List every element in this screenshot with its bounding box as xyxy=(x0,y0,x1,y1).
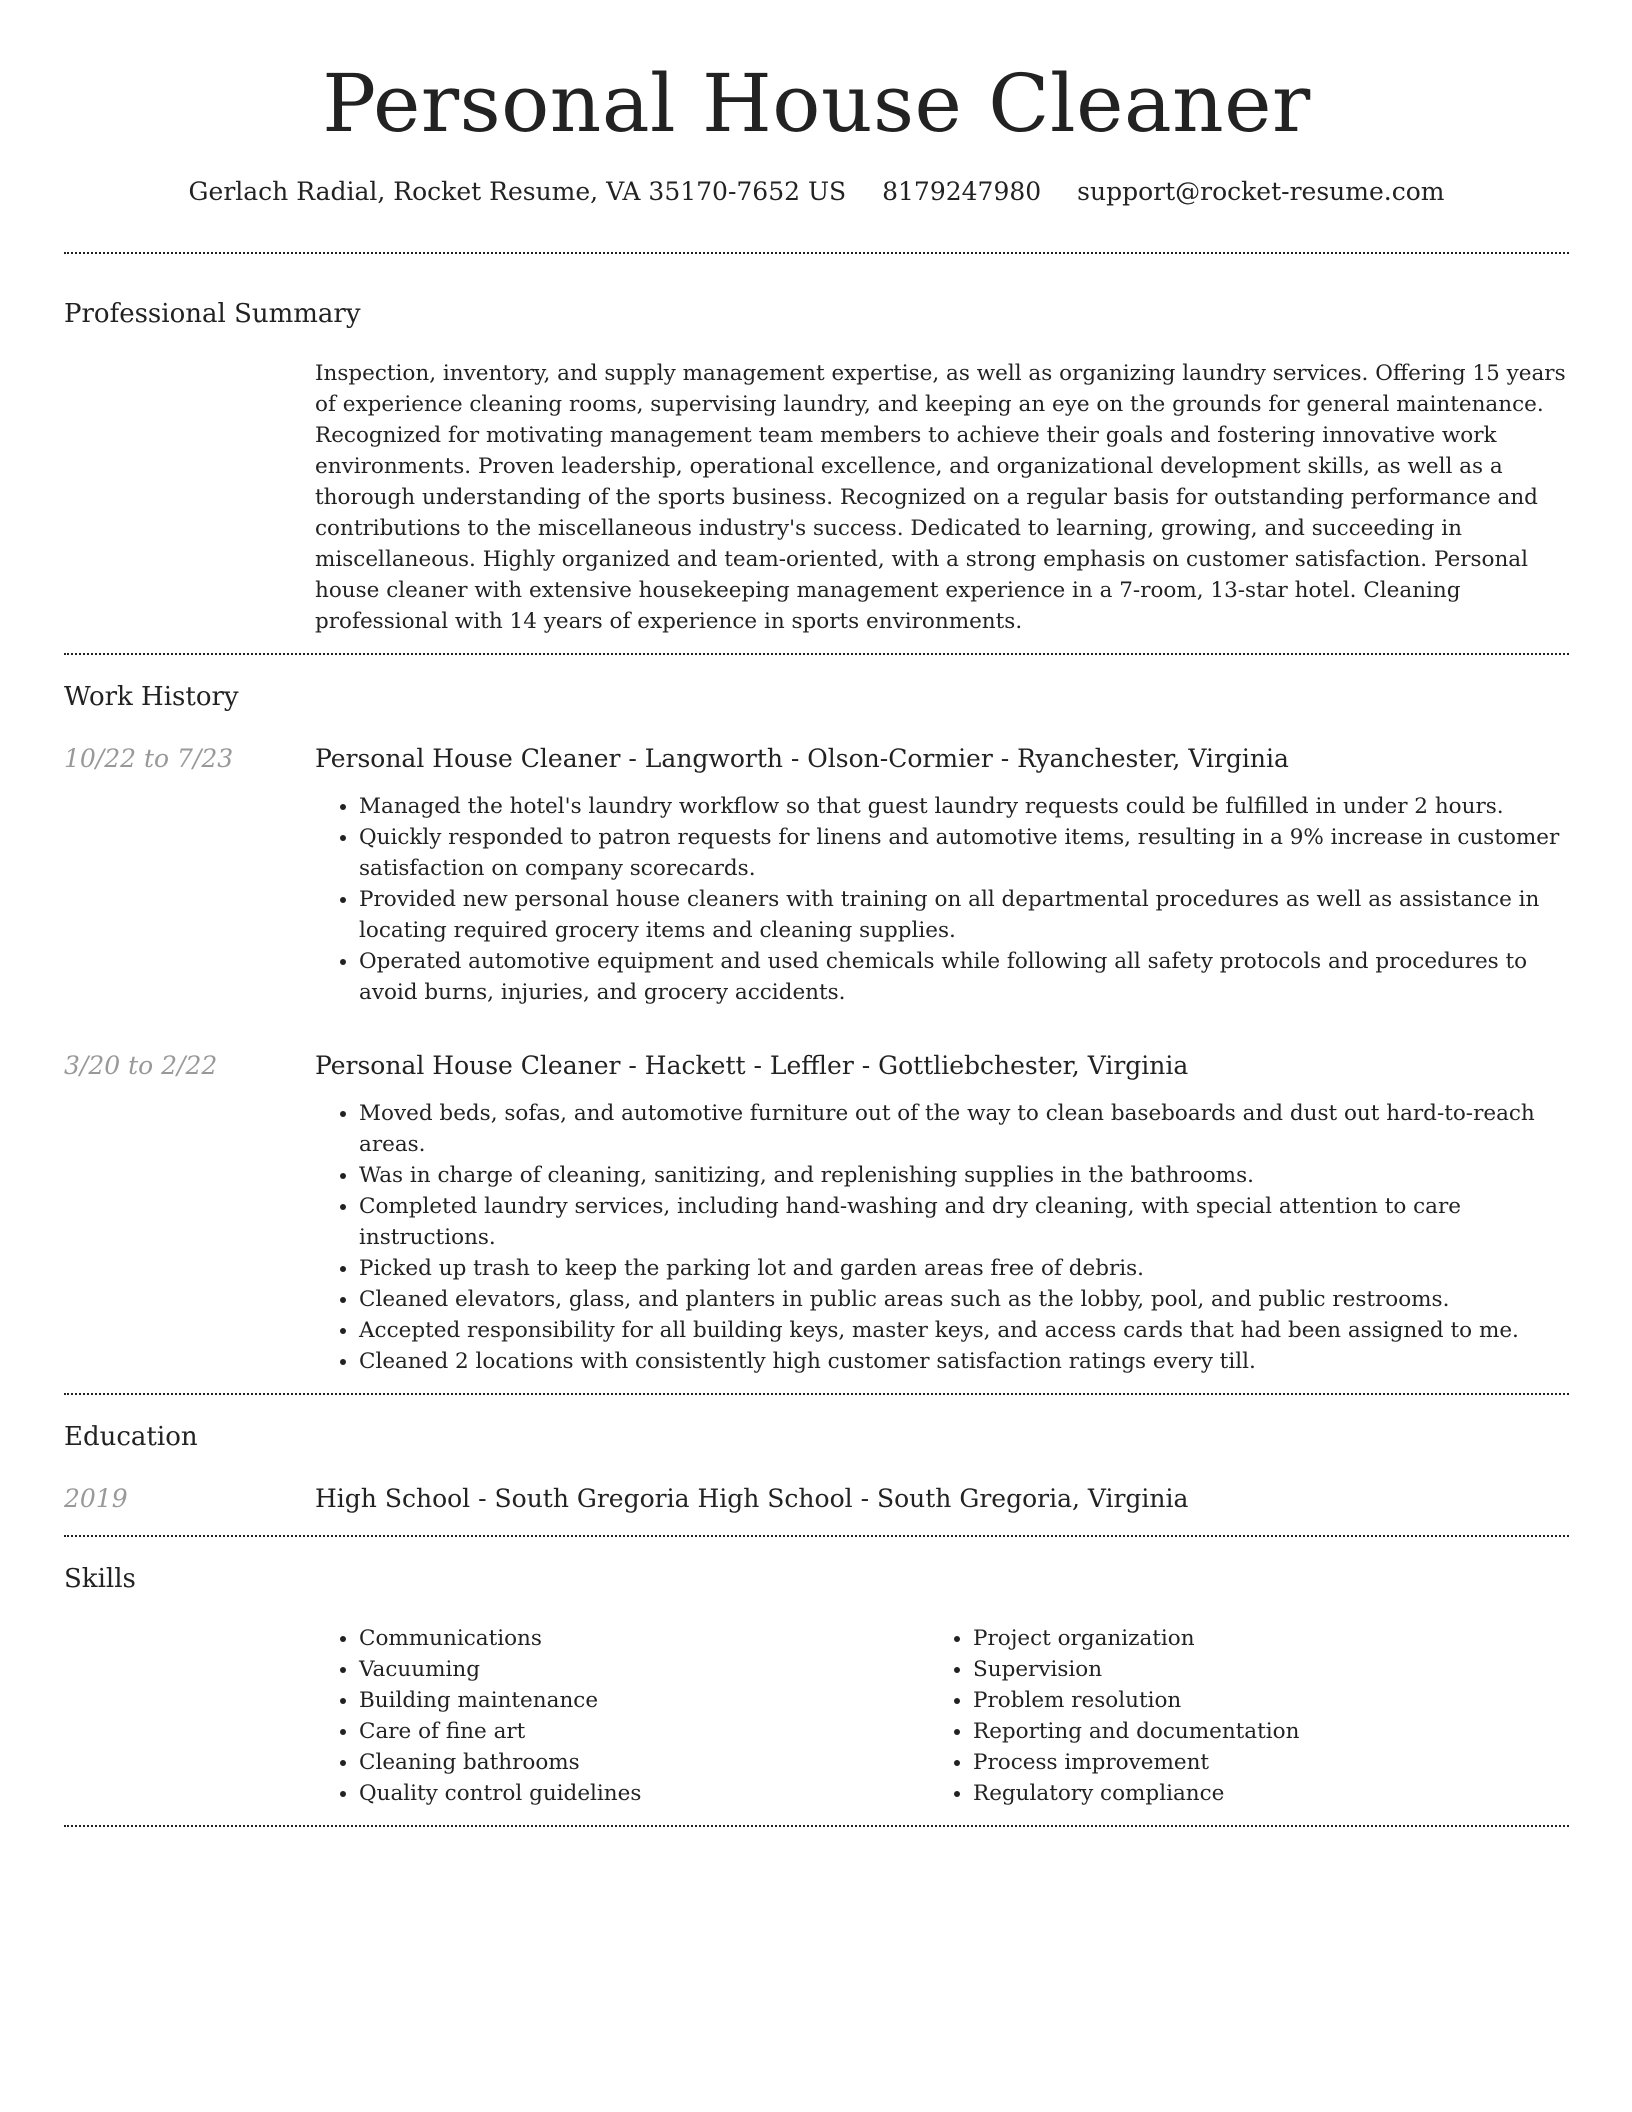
job-bullet: • Completed laundry services, including hand-washing and dry cleaning, with special attention to care instructions. xyxy=(359,1191,1569,1253)
skill-item: • Vacuuming xyxy=(359,1654,929,1685)
job-bullets xyxy=(315,1098,1569,1377)
job-bullet: • Moved beds, sofas, and automotive furniture out of the way to clean baseboards and dust out hard-to-reach areas. xyxy=(359,1098,1569,1160)
education-entry xyxy=(64,1481,1569,1517)
skill-item: • Quality control guidelines xyxy=(359,1778,929,1809)
skill-item: • Regulatory compliance xyxy=(973,1778,1299,1809)
job-entry xyxy=(64,741,1569,1008)
divider xyxy=(64,1393,1569,1395)
job-bullets xyxy=(315,791,1569,1008)
skill-item: • Supervision xyxy=(973,1654,1299,1685)
contact-address: Gerlach Radial, Rocket Resume, VA 35170-7652 US xyxy=(188,177,847,206)
job-bullet: • Accepted responsibility for all building keys, master keys, and access cards that had been assigned to me. xyxy=(359,1315,1569,1346)
job-bullet: • Cleaned elevators, glass, and planters in public areas such as the lobby, pool, and public restrooms. xyxy=(359,1284,1569,1315)
job-bullet: • Was in charge of cleaning, sanitizing, and replenishing supplies in the bathrooms. xyxy=(359,1160,1569,1191)
job-bullet: • Provided new personal house cleaners with training on all departmental procedures as well as assistance in locating required grocery items and cleaning supplies. xyxy=(359,884,1569,946)
skill-item: • Building maintenance xyxy=(359,1685,929,1716)
job-date: 10/22 to 7/23 xyxy=(64,744,234,773)
education-title: Education xyxy=(64,1422,198,1452)
job-heading: Personal House Cleaner - Hackett - Leffler - Gottliebchester, Virginia xyxy=(315,1051,1189,1080)
job-bullet: • Picked up trash to keep the parking lot and garden areas free of debris. xyxy=(359,1253,1569,1284)
education-date: 2019 xyxy=(64,1484,128,1513)
skills-list xyxy=(315,1623,1569,1809)
skill-item: • Cleaning bathrooms xyxy=(359,1747,929,1778)
resume-name: Personal House Cleaner xyxy=(322,57,1311,150)
skill-item: • Reporting and documentation xyxy=(973,1716,1299,1747)
divider xyxy=(64,1535,1569,1537)
divider xyxy=(64,1825,1569,1827)
skills-column-right xyxy=(929,1623,1299,1809)
job-date: 3/20 to 2/22 xyxy=(64,1051,218,1080)
job-entry xyxy=(64,1048,1569,1377)
divider xyxy=(64,252,1569,254)
education-heading: High School - South Gregoria High School - South Gregoria, Virginia xyxy=(315,1484,1189,1513)
job-bullet: • Cleaned 2 locations with consistently high customer satisfaction ratings every till. xyxy=(359,1346,1569,1377)
job-heading: Personal House Cleaner - Langworth - Olson-Cormier - Ryanchester, Virginia xyxy=(315,744,1289,773)
work-history-title: Work History xyxy=(64,682,239,712)
skills-column-left xyxy=(315,1623,929,1809)
divider xyxy=(64,653,1569,655)
job-bullet: • Managed the hotel's laundry workflow so that guest laundry requests could be fulfilled in under 2 hours. xyxy=(359,791,1569,822)
job-bullet: • Operated automotive equipment and used chemicals while following all safety protocols and procedures to avoid burns, injuries, and grocery accidents. xyxy=(359,946,1569,1008)
summary-title: Professional Summary xyxy=(64,299,361,329)
contact-email: support@rocket-resume.com xyxy=(1077,177,1445,206)
skill-item: • Problem resolution xyxy=(973,1685,1299,1716)
skill-item: • Communications xyxy=(359,1623,929,1654)
skill-item: • Project organization xyxy=(973,1623,1299,1654)
skill-item: • Process improvement xyxy=(973,1747,1299,1778)
skill-item: • Care of fine art xyxy=(359,1716,929,1747)
skills-title: Skills xyxy=(64,1564,136,1594)
job-bullet: • Quickly responded to patron requests for linens and automotive items, resulting in a 9% increase in customer satisfaction on company scorecards. xyxy=(359,822,1569,884)
contact-phone: 8179247980 xyxy=(882,177,1042,206)
contact-line xyxy=(64,174,1569,210)
summary-text: Inspection, inventory, and supply management expertise, as well as organizing laundry services. Offering 15 years of experience cleaning rooms, supervising laundry, and keeping an eye on the grounds for general maintenance. Recognized for motivating management team members to achieve their goals and fostering innovative work environments. Proven leadership, operational excellence, and organizational development skills, as well as a thorough understanding of the sports business. Recognized on a regular basis for outstanding performance and contributions to the miscellaneous industry's success. Dedicated to learning, growing, and succeeding in miscellaneous. Highly organized and team-oriented, with a strong emphasis on customer satisfaction. Personal house cleaner with extensive housekeeping management experience in a 7-room, 13-star hotel. Cleaning professional with 14 years of experience in sports environments. xyxy=(315,361,1566,634)
resume-page xyxy=(64,0,1569,1827)
